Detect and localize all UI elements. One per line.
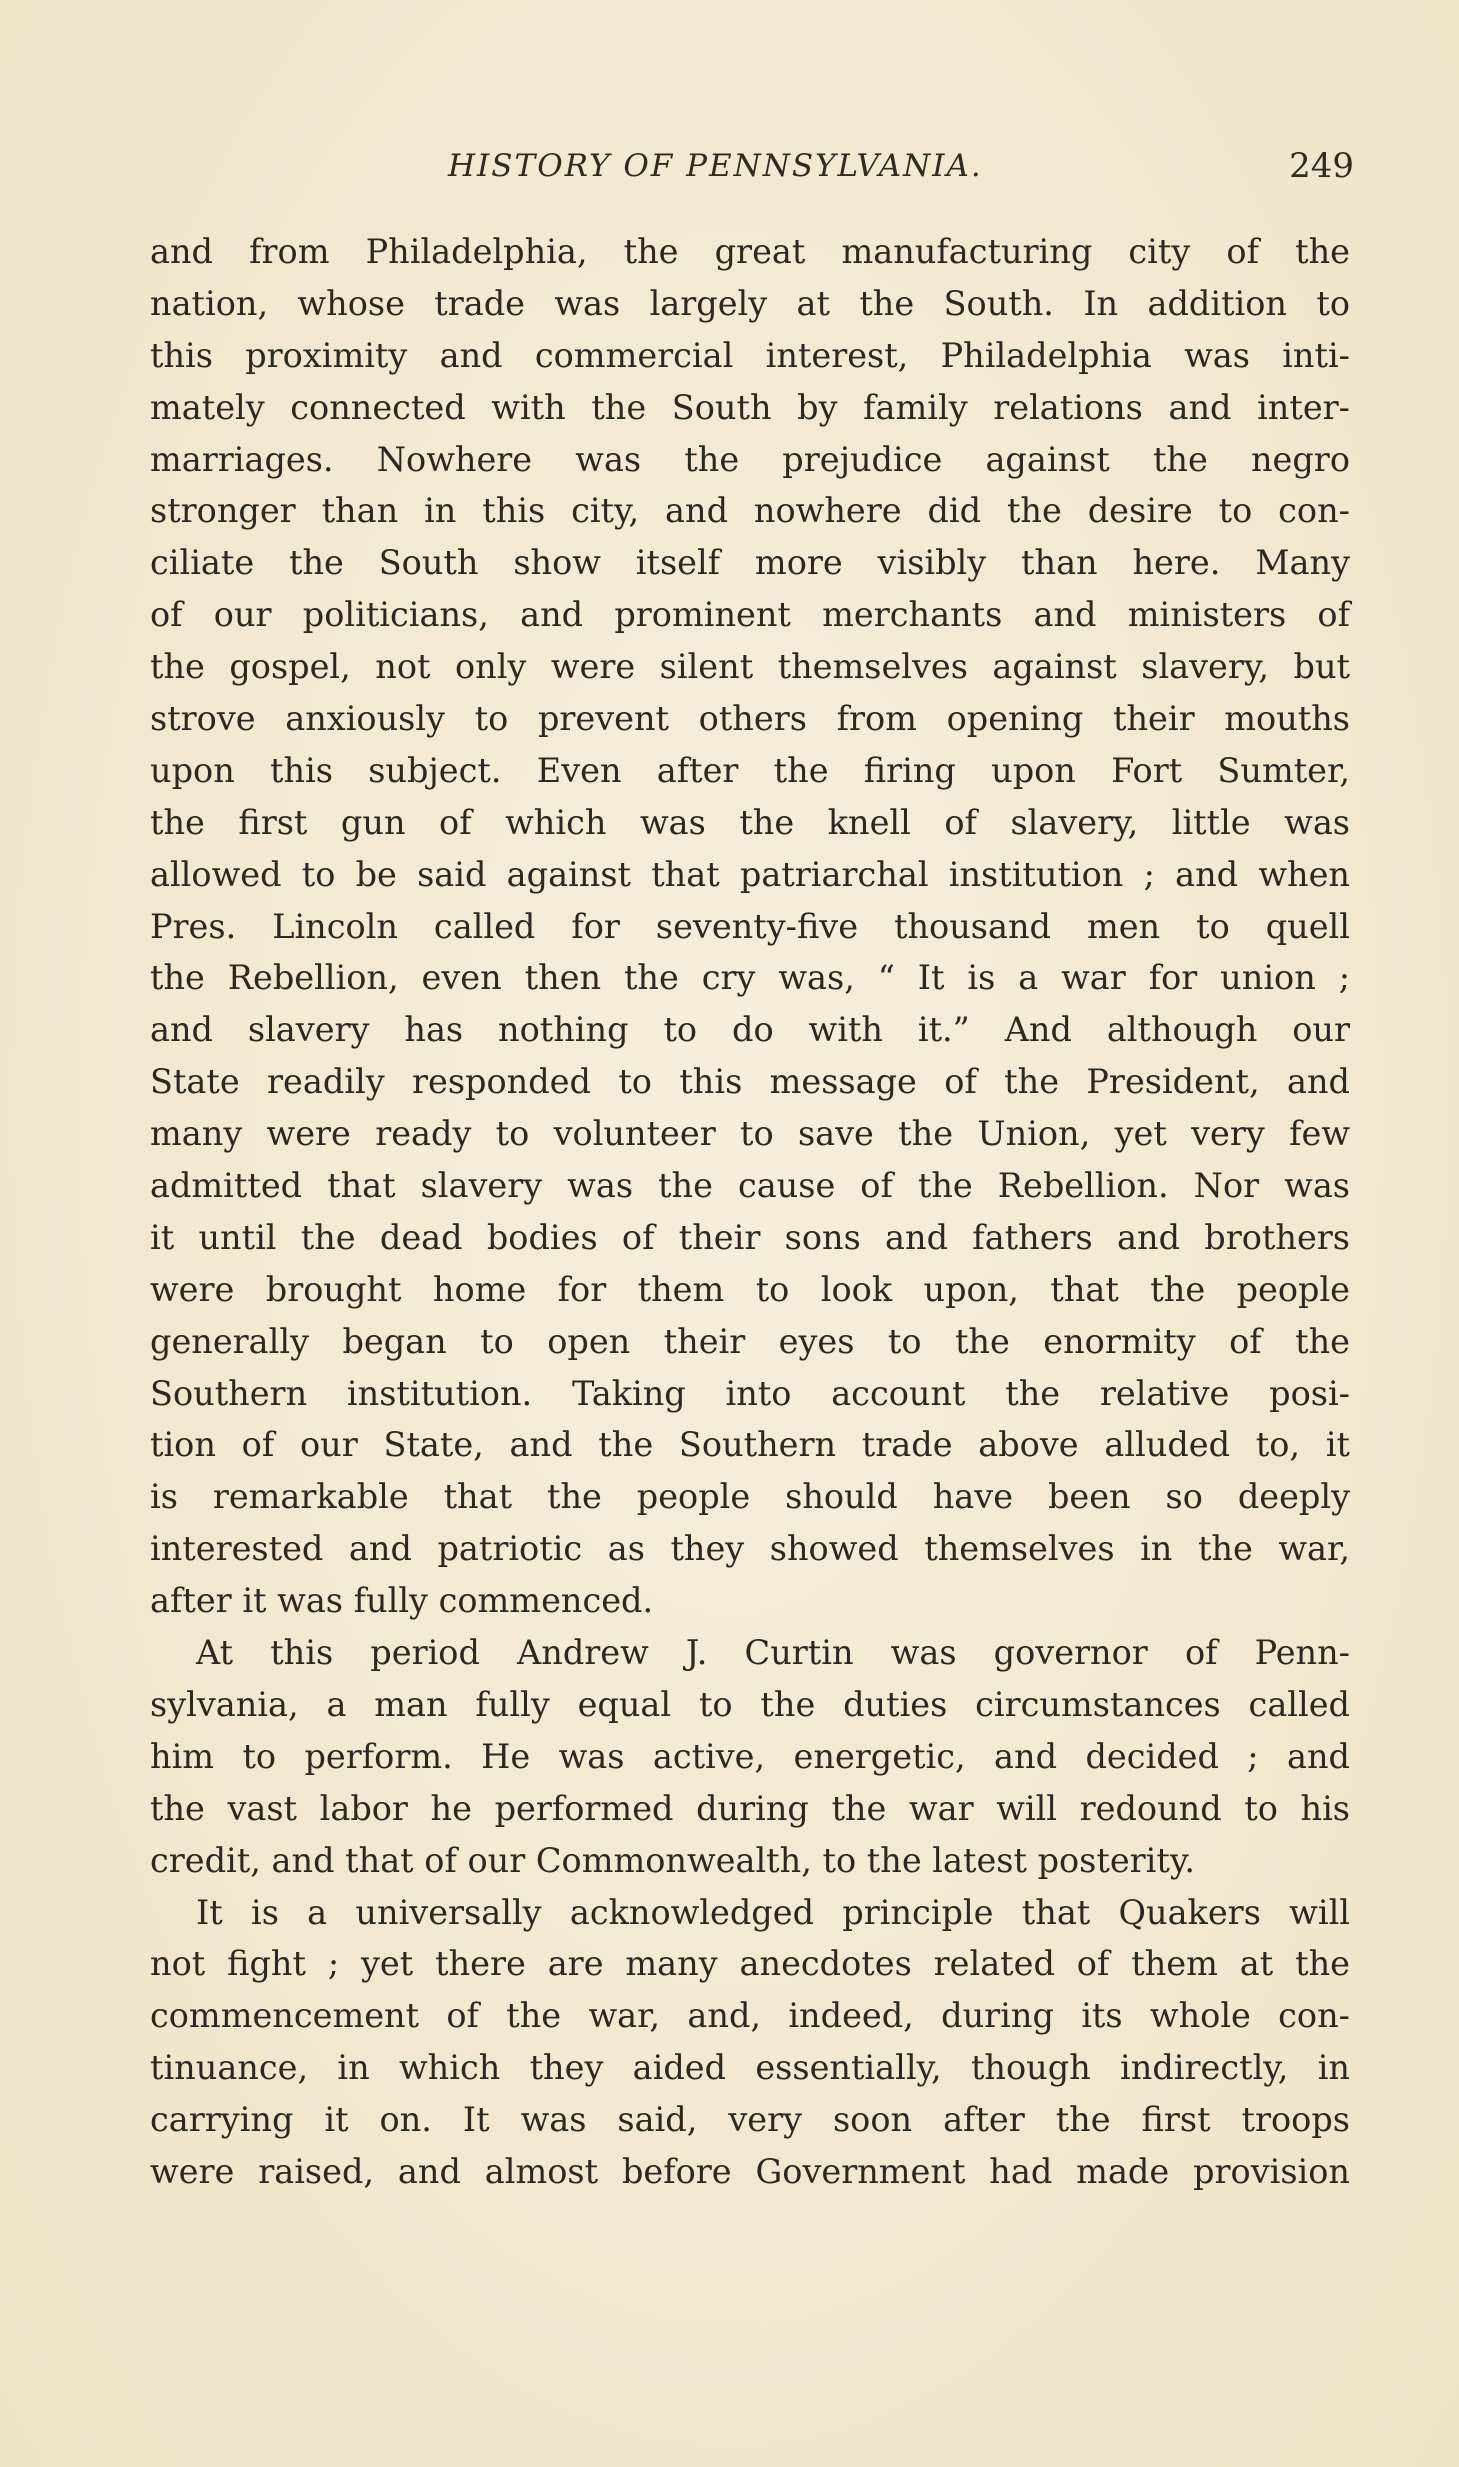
text-line: mately connected with the South by family relations and inter- (150, 387, 1350, 427)
text-line: Pres. Lincoln called for seventy-five thousand men to quell (150, 906, 1350, 946)
text-line: At this period Andrew J. Curtin was governor of Penn- (196, 1633, 1350, 1673)
text-line: it until the dead bodies of their sons and fathers and brothers (150, 1217, 1350, 1257)
text-line: after it was fully commenced. (150, 1581, 654, 1621)
text-line: admitted that slavery was the cause of the Rebellion. Nor was (150, 1166, 1350, 1206)
text-line: and from Philadelphia, the great manufacturing city of the (150, 232, 1350, 271)
running-head (148, 140, 1360, 200)
text-line: the first gun of which was the knell of slavery, little was (150, 802, 1350, 842)
text-line: upon this subject. Even after the firing upon Fort Sumter, (150, 750, 1350, 790)
text-line: commencement of the war, and, indeed, during its whole con- (150, 1996, 1350, 2036)
text-line: many were ready to volunteer to save the Union, yet very few (150, 1114, 1350, 1154)
text-line: Southern institution. Taking into account the relative posi- (150, 1373, 1350, 1413)
text-line: and slavery has nothing to do with it.” And although our (150, 1010, 1350, 1050)
text-line: tinuance, in which they aided essentially, though indirectly, in (150, 2048, 1350, 2088)
text-line: were brought home for them to look upon, that the people (150, 1269, 1350, 1309)
text-line: marriages. Nowhere was the prejudice against the negro (150, 439, 1350, 479)
text-line: of our politicians, and prominent merchants and ministers of (150, 595, 1350, 635)
text-line: stronger than in this city, and nowhere did the desire to con- (150, 491, 1350, 531)
text-line: is remarkable that the people should have been so deeply (150, 1477, 1350, 1517)
text-line: the gospel, not only were silent themselves against slavery, but (150, 647, 1350, 687)
page-number: 249 (1289, 146, 1354, 186)
text-line: ciliate the South show itself more visibly than here. Many (150, 543, 1350, 583)
text-line: this proximity and commercial interest, Philadelphia was inti- (150, 335, 1350, 375)
text-line: the Rebellion, even then the cry was, “ It is a war for union ; (150, 958, 1350, 998)
text-line: the vast labor he performed during the war will redound to his (150, 1788, 1350, 1828)
text-line: him to perform. He was active, energetic, and decided ; and (150, 1736, 1350, 1776)
text-line: interested and patriotic as they showed themselves in the war, (150, 1529, 1350, 1569)
text-line: tion of our State, and the Southern trade above alluded to, it (150, 1425, 1350, 1465)
running-title: HISTORY OF PENNSYLVANIA. (448, 148, 983, 184)
text-line: nation, whose trade was largely at the South. In addition to (150, 283, 1350, 323)
text-line: carrying it on. It was said, very soon after the first troops (150, 2100, 1350, 2140)
text-line: not fight ; yet there are many anecdotes related of them at the (150, 1944, 1350, 1984)
text-line: It is a universally acknowledged principle that Quakers will (196, 1892, 1350, 1932)
text-line: strove anxiously to prevent others from opening their mouths (150, 699, 1350, 739)
text-line: allowed to be said against that patriarchal institution ; and when (150, 854, 1350, 894)
text-line: sylvania, a man fully equal to the duties circumstances called (150, 1684, 1350, 1724)
text-line: generally began to open their eyes to the enormity of the (150, 1321, 1350, 1361)
text-line: State readily responded to this message of the President, and (150, 1062, 1350, 1102)
text-line: were raised, and almost before Government had made provision (150, 2151, 1350, 2191)
text-line: credit, and that of our Commonwealth, to the latest posterity. (150, 1840, 1195, 1880)
body-text (150, 226, 1350, 2198)
